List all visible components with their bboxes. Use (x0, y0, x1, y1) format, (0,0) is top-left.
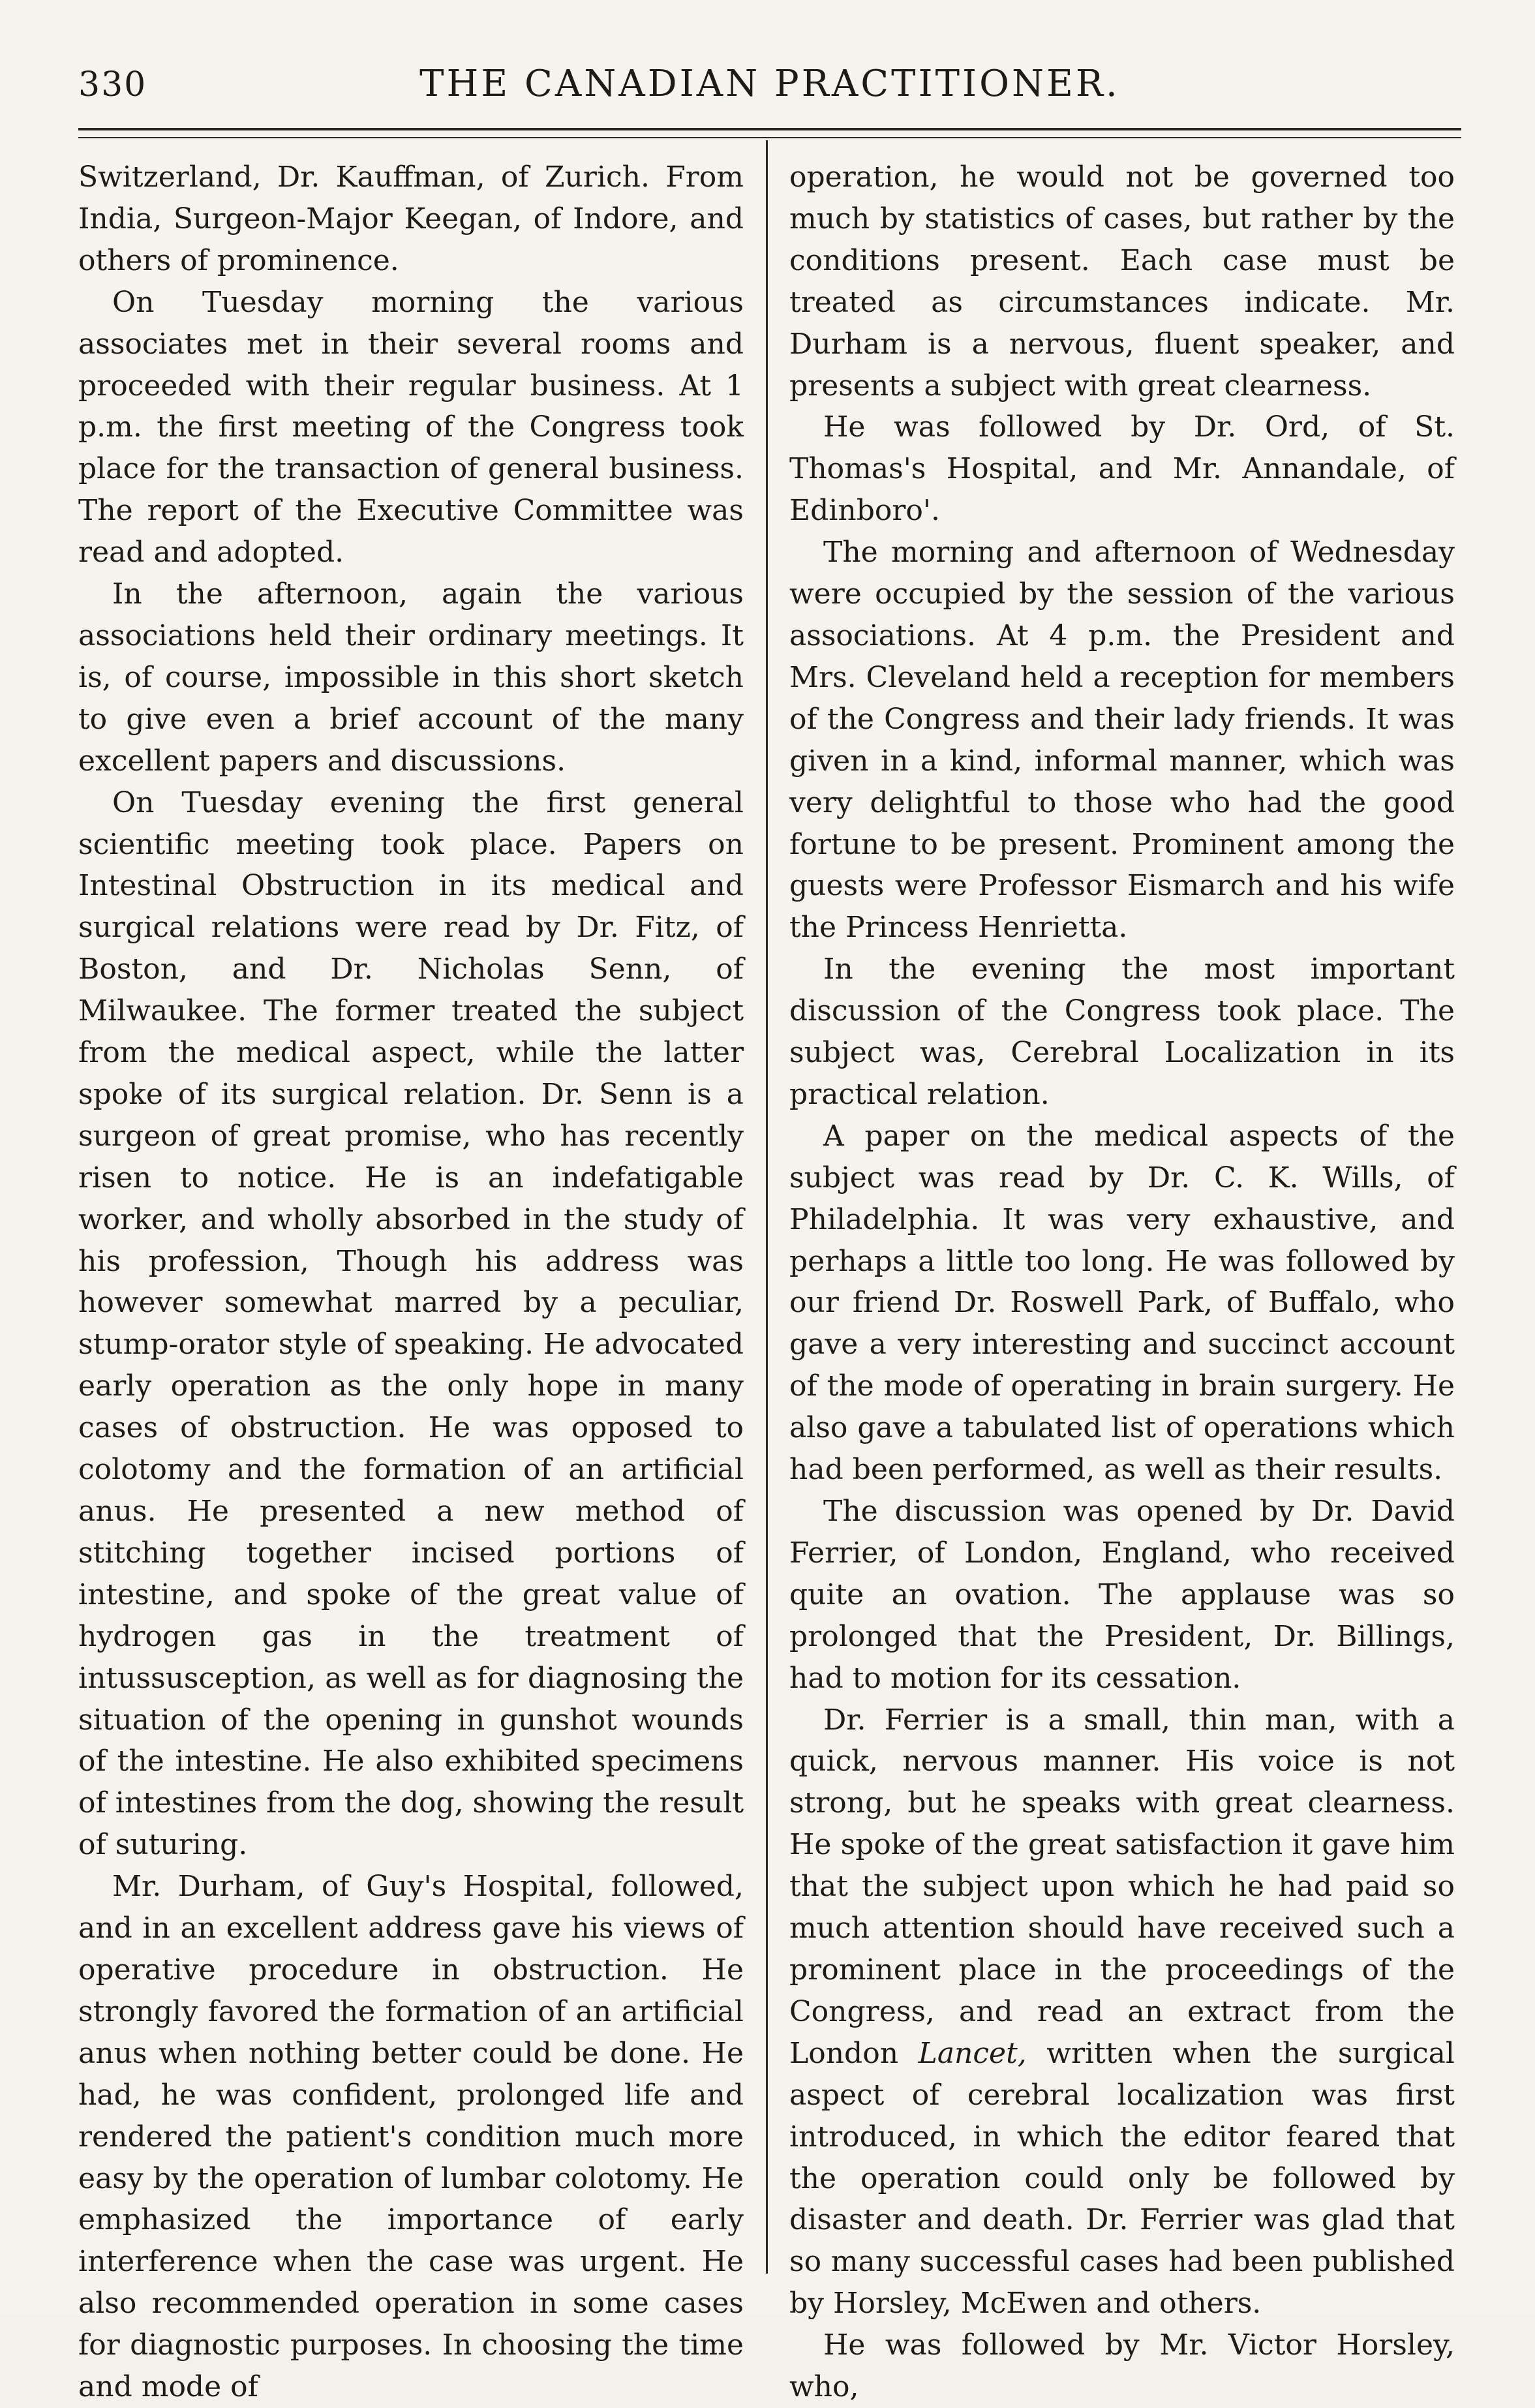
italic-title: Lancet, (918, 2036, 1027, 2070)
paragraph: He was followed by Dr. Ord, of St. Thomas's Hospital, and Mr. Annandale, of Edinboro'. (789, 410, 1455, 528)
column-divider (766, 140, 768, 2274)
paragraph: A paper on the medical aspects of the subject was read by Dr. C. K. Wills, of Philadelphia. It was very exhaustive, and perhaps a little too long. He was followed by our friend Dr. Roswell Park, of Buffalo, who gave a very interesting and succinct account of the mode of operating in brain surgery. He also gave a tabulated list of operations which had been performed, as well as their results. (789, 1119, 1455, 1487)
left-column (78, 157, 744, 2408)
paragraph: The discussion was opened by Dr. David Ferrier, of London, England, who received quite an ovation. The applause was so prolonged that the President, Dr. Billings, had to motion for its cessation. (789, 1495, 1455, 1695)
page-number: 330 (78, 65, 147, 104)
paragraph: Mr. Durham, of Guy's Hospital, followed, and in an excellent address gave his views of operative procedure in obstruction. He strongly favored the formation of an artificial anus when nothing better could be done. He had, he was confident, prolonged life and rendered the patient's condition much more easy by the operation of lumbar colotomy. He emphasized the importance of early interference when the case was urgent. He also recommended operation in some cases for diagnostic purposes. In choosing the time and mode of (78, 1870, 744, 2404)
paragraph: In the evening the most important discussion of the Congress took place. The subject was, Cerebral Localization in its practical relation. (789, 953, 1455, 1111)
running-title: THE CANADIAN PRACTITIONER. (419, 63, 1120, 105)
paragraph: Switzerland, Dr. Kauffman, of Zurich. From India, Surgeon-Major Keegan, of Indore, and others of prominence. (78, 160, 744, 277)
paragraph: operation, he would not be governed too much by statistics of cases, but rather by the conditions present. Each case must be treated as circumstances indicate. Mr. Durham is a nervous, fluent speaker, and presents a subject with great clearness. (789, 160, 1455, 403)
paragraph: On Tuesday evening the first general scientific meeting took place. Papers on Intestinal Obstruction in its medical and surgical relations were read by Dr. Fitz, of Boston, and Dr. Nicholas Senn, of Milwaukee. The former treated the subject from the medical aspect, while the latter spoke of its surgical relation. Dr. Senn is a surgeon of great promise, who has recently risen to notice. He is an indefatigable worker, and wholly absorbed in the study of his profession, Though his address was however somewhat marred by a peculiar, stump-orator style of speaking. He advocated early operation as the only hope in many cases of obstruction. He was opposed to colotomy and the formation of an artificial anus. He presented a new method of stitching together incised portions of intestine, and spoke of the great value of hydrogen gas in the treatment of intussusception, as well as for diagnosing the situation of the opening in gunshot wounds of the intestine. He also exhibited specimens of intestines from the dog, showing the result of suturing. (78, 785, 744, 1862)
paragraph: On Tuesday morning the various associates met in their several rooms and proceeded with their regular business. At 1 p.m. the first meeting of the Congress took place for the transaction of general business. The report of the Executive Committee was read and adopted. (78, 285, 744, 570)
page-header (78, 59, 1461, 117)
paragraph-text: written when the surgical aspect of cerebral localization was first introduced, in which the editor feared that the operation could only be followed by disaster and death. Dr. Ferrier was glad that so many successful cases had been published by Horsley, McEwen and others. (789, 2036, 1455, 2321)
paragraph (789, 1699, 1455, 2325)
paragraph-text: Dr. Ferrier is a small, thin man, with a quick, nervous manner. His voice is not strong, but he speaks with great clearness. He spoke of the great satisfaction it gave him that the subject upon which he had paid so much attention should have received such a prominent place in the proceedings of the Congress, and read an extract from the London (789, 1703, 1455, 2070)
paragraph: The morning and afternoon of Wednesday were occupied by the session of the various associations. At 4 p.m. the President and Mrs. Cleveland held a reception for members of the Congress and their lady friends. It was given in a kind, informal manner, which was very delightful to those who had the good fortune to be present. Prominent among the guests were Professor Eismarch and his wife the Princess Henrietta. (789, 536, 1455, 945)
header-rule-thin (78, 137, 1461, 138)
right-column (789, 157, 1455, 2408)
paragraph: He was followed by Mr. Victor Horsley, who, (789, 2328, 1455, 2404)
header-rule (78, 128, 1461, 130)
paragraph: In the afternoon, again the various associations held their ordinary meetings. It is, of course, impossible in this short sketch to give even a brief account of the many excellent papers and discussions. (78, 577, 744, 778)
